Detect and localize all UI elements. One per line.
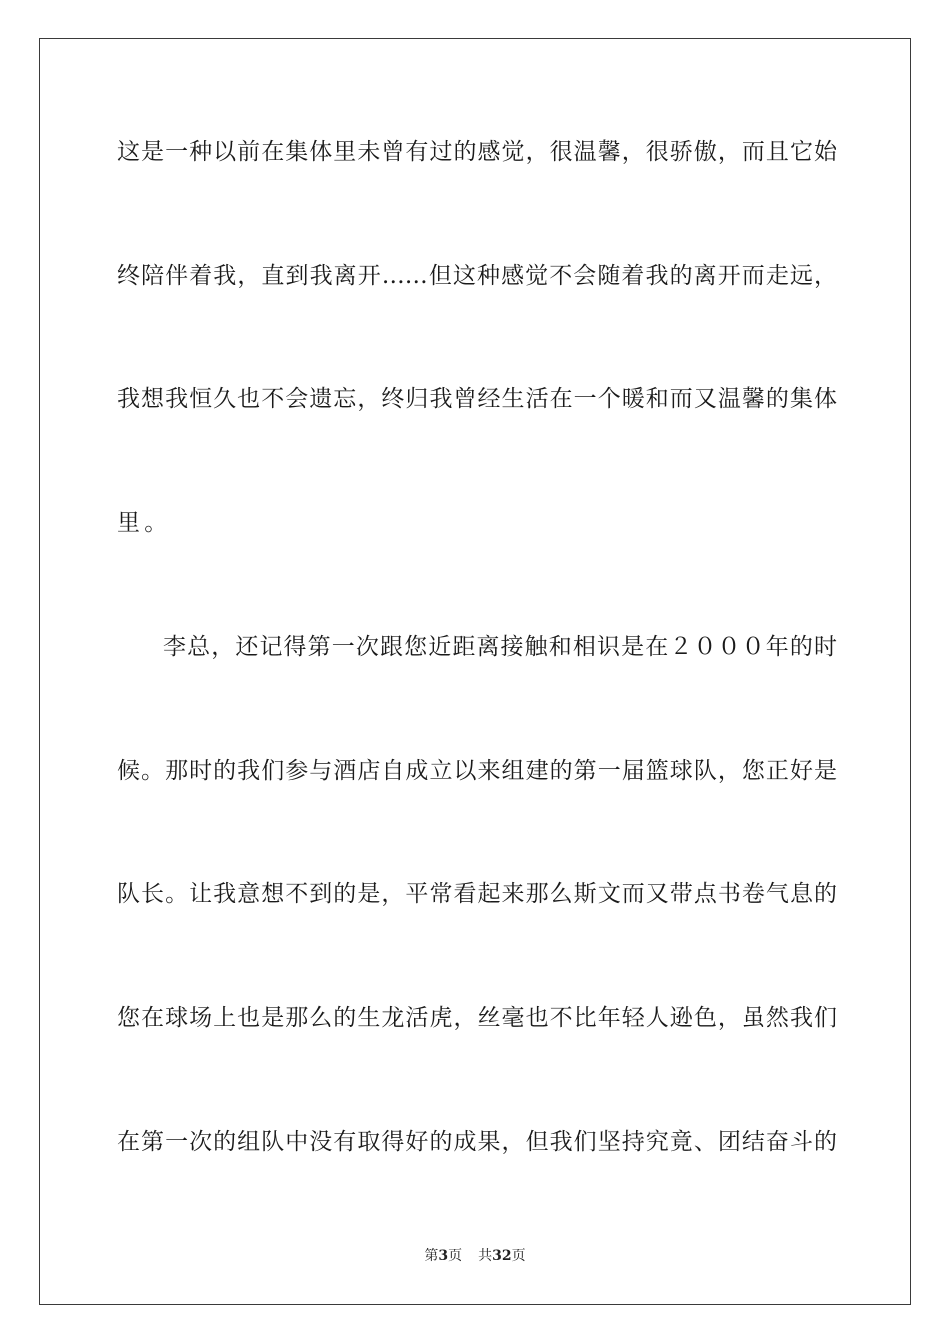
total-suffix: 页 (511, 1248, 526, 1264)
body-text-line: 在第一次的组队中没有取得好的成果，但我们坚持究竟、团结奋斗的 (117, 1129, 837, 1155)
body-text-line: 候。那时的我们参与酒店自成立以来组建的第一届篮球队，您正好是 (117, 758, 837, 784)
total-pages: 32 (492, 1248, 512, 1264)
body-text-line: 这是一种以前在集体里未曾有过的感觉，很温馨，很骄傲，而且它始 (117, 139, 837, 165)
total-prefix: 共 (478, 1248, 493, 1264)
page-suffix: 页 (448, 1248, 463, 1264)
body-text-line: 我想我恒久也不会遗忘，终归我曾经生活在一个暖和而又温馨的集体 (117, 386, 837, 412)
page-border (39, 38, 911, 1305)
body-text-line: 队长。让我意想不到的是，平常看起来那么斯文而又带点书卷气息的 (117, 881, 837, 907)
page-number: 3 (438, 1248, 449, 1264)
paragraph-first-line: 李总，还记得第一次跟您近距离接触和相识是在２０００年的时 (163, 634, 837, 660)
body-text-line: 终陪伴着我，直到我离开……但这种感觉不会随着我的离开而走远， (117, 263, 837, 289)
body-text-line: 您在球场上也是那么的生龙活虎，丝毫也不比年轻人逊色，虽然我们 (117, 1005, 837, 1031)
page-prefix: 第 (424, 1248, 439, 1264)
body-text-line: 里。 (117, 510, 172, 536)
page-footer (0, 1246, 950, 1266)
